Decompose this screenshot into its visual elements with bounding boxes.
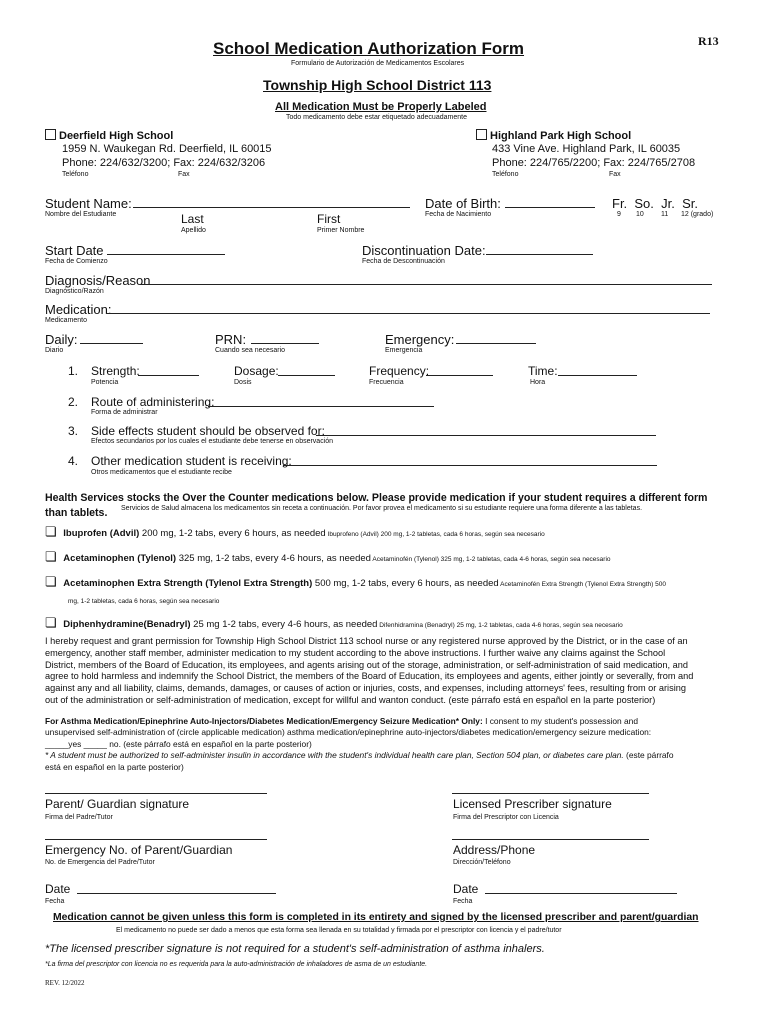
last-name-es: Apellido (181, 227, 206, 234)
side-effects-es: Efectos secundarios por los cuales el estudiante debe tenerse en observación (91, 438, 334, 445)
strength-label: Strength: (91, 364, 140, 378)
side-effects-label: Side effects student should be observed for: (91, 424, 325, 438)
time-es: Hora (530, 379, 546, 386)
checkbox-icon[interactable]: ❏ (45, 549, 57, 564)
frequency-label: Frequency: (369, 364, 430, 378)
item4-number: 4. (68, 454, 79, 468)
emergency-number-label: Emergency No. of Parent/Guardian (45, 843, 233, 857)
form-title-es: Formulario de Autorización de Medicamentos Escolares (291, 60, 465, 67)
diagnosis-label: Diagnosis/Reason (45, 273, 151, 288)
footer-notice: Medication cannot be given unless this form is completed in its entirety and signed by the licensed prescriber and parent/guardian (53, 912, 699, 923)
student-name-es: Nombre del Estudiante (45, 211, 117, 218)
otc-header-es: Servicios de Salud almacena los medicamentos sin receta a continuación. Por favor provea el medicamento si su estudiante requiere una forma diferente a las tabletas. (121, 505, 643, 512)
time-label: Time: (528, 364, 558, 378)
item3-number: 3. (68, 424, 79, 438)
school-highland-park[interactable] (476, 129, 631, 142)
asthma-yes-no[interactable]: _____yes _____ no. (este párrafo está en español en la parte posterior) (45, 738, 312, 749)
other-medication-field[interactable] (283, 465, 657, 466)
school1-phone-es: Teléfono (62, 171, 89, 178)
consent-line: out of the administration or self-administration of medication, except for willful and wanton conduct. (este párrafo está en español en la parte posterior) (45, 694, 656, 705)
checkbox-icon[interactable]: ❏ (45, 615, 57, 630)
footnote: *The licensed prescriber signature is not required for a student's self-administration of asthma inhalers. (45, 943, 545, 955)
parent-date-label: Date (45, 882, 71, 896)
form-code: R13 (698, 34, 719, 48)
dob-label: Date of Birth: (425, 196, 501, 211)
school1-fax-es: Fax (178, 171, 190, 178)
otc-item-acetaminophen-es-cont: mg, 1-2 tabletas, cada 6 horas, según sea necesario (68, 598, 220, 605)
otc-es: Acetaminofén (Tylenol) 325 mg, 1-2 tabletas, cada 4-6 horas, según sea necesario (370, 556, 611, 563)
otc-es: Acetaminofén Extra Strength (Tylenol Extra Strength) 500 (498, 581, 666, 588)
consent-line: against any and all liability, claims, demands, damages, or causes of action or injuries, costs, and expenses, including attorneys' fees, resulting from or arising (45, 683, 686, 693)
otc-item-acetaminophen[interactable] (45, 549, 611, 565)
otc-name: Ibuprofen (Advil) (63, 528, 140, 539)
form-title: School Medication Authorization Form (213, 39, 525, 58)
revision: REV. 12/2022 (45, 979, 85, 987)
disc-date-label: Discontinuation Date: (362, 243, 486, 258)
school2-phone: Phone: 224/765/2200; Fax: 224/765/2708 (492, 157, 696, 169)
prn-field[interactable] (251, 343, 319, 344)
asthma-bold: For Asthma Medication/Epinephrine Auto-Injectors/Diabetes Medication/Emergency Seizure Medication* Only: (45, 716, 483, 726)
prn-label: PRN: (215, 332, 247, 347)
daily-label: Daily: (45, 332, 78, 347)
prescriber-date-field[interactable] (485, 893, 677, 894)
start-date-label: Start Date (45, 243, 104, 258)
grade-10: 10 (636, 211, 644, 218)
otc-dose: 25 mg 1-2 tabs, every 4-6 hours, as needed (190, 619, 378, 630)
prescriber-signature-label: Licensed Prescriber signature (453, 797, 612, 811)
diagnosis-es: Diagnóstico/Razón (45, 288, 104, 295)
asthma-line: unsupervised self-administration of (circle applicable medication) asthma medication/epinephrine auto-injectors/diabetes medication/emergency seizure medication: (45, 727, 652, 738)
footer-notice-es: El medicamento no puede ser dado a menos que esta forma sea llenada en su totalidad y firmada por el prescriptor con licencia y el padre/tutor (116, 927, 562, 934)
prescriber-signature-es: Firma del Prescriptor con Licencia (453, 814, 559, 821)
item1-number: 1. (68, 364, 79, 378)
address-phone-es: Dirección/Teléfono (453, 859, 511, 866)
school1-address: 1959 N. Waukegan Rd. Deerfield, IL 60015 (62, 143, 272, 155)
start-date-es: Fecha de Comienzo (45, 258, 108, 265)
emergency-es: Emergencia (385, 347, 423, 354)
dosage-label: Dosage: (234, 364, 279, 378)
asthma-paragraph (45, 716, 735, 773)
parent-signature-es: Firma del Padre/Tutor (45, 814, 113, 821)
dosage-es: Dosis (234, 379, 252, 386)
frequency-field[interactable] (426, 375, 493, 376)
checkbox-deerfield[interactable] (45, 129, 56, 140)
frequency-es: Frecuencia (369, 379, 404, 386)
student-name-field[interactable] (133, 207, 410, 208)
medication-field[interactable] (106, 313, 710, 314)
asthma-rest: I consent to my student's possession and (482, 716, 638, 726)
grade-11: 11 (661, 211, 669, 218)
prescriber-date-label: Date (453, 882, 479, 896)
otc-name: Acetaminophen Extra Strength (Tylenol Extra Strength) (63, 578, 313, 589)
medication-es: Medicamento (45, 317, 88, 324)
disc-date-es: Fecha de Descontinuación (362, 258, 445, 265)
grade-12: 12 (grado) (681, 211, 714, 218)
otc-item-acetaminophen-es[interactable] (45, 574, 666, 590)
grade-options[interactable]: Fr. So. Jr. Sr. (612, 196, 698, 211)
school1-name: Deerfield High School (59, 130, 174, 142)
strength-field[interactable] (138, 375, 199, 376)
medication-label: Medication: (45, 302, 112, 317)
address-phone-field[interactable] (452, 839, 649, 840)
emergency-number-field[interactable] (45, 839, 267, 840)
last-name-label: Last (181, 212, 204, 226)
other-medication-label: Other medication student is receiving: (91, 454, 292, 468)
footnote-es: *La firma del prescriptor con licencia no es requerida para la auto-administración de inhaladores de asma de un estudiante. (45, 961, 428, 968)
consent-line: emergency, another staff member, administer medication to my student according to the above instructions. I further waive any claims against the School (45, 647, 666, 658)
checkbox-highland-park[interactable] (476, 129, 487, 140)
otc-dose: 500 mg, 1-2 tabs, every 6 hours, as needed (312, 578, 499, 589)
checkbox-icon[interactable]: ❏ (45, 524, 57, 539)
start-date-field[interactable] (107, 254, 225, 255)
dob-field[interactable] (505, 207, 595, 208)
grade-9: 9 (617, 211, 621, 218)
otc-name: Diphenhydramine(Benadryl) (63, 619, 191, 630)
checkbox-icon[interactable]: ❏ (45, 574, 57, 589)
time-field[interactable] (558, 375, 637, 376)
otc-es: Difenhidramina (Benadryl) 25 mg, 1-2 tabletas, cada 4-6 horas, según sea necesario (377, 622, 623, 629)
labeled-notice-es: Todo medicamento debe estar etiquetado adecuadamente (286, 114, 467, 121)
side-effects-field[interactable] (316, 435, 656, 436)
route-es: Forma de administrar (91, 409, 158, 416)
otc-dose: 325 mg, 1-2 tabs, every 4-6 hours, as needed (176, 553, 371, 564)
school2-fax-es: Fax (609, 171, 621, 178)
route-label: Route of administering: (91, 395, 215, 409)
emergency-number-es: No. de Emergencia del Padre/Tutor (45, 859, 155, 866)
school2-address: 433 Vine Ave. Highland Park, IL 60035 (492, 143, 681, 155)
other-medication-es: Otros medicamentos que el estudiante recibe (91, 469, 232, 476)
consent-paragraph (45, 636, 735, 707)
otc-header-2: than tablets. (45, 507, 108, 519)
student-name-label: Student Name: (45, 196, 132, 211)
dob-es: Fecha de Nacimiento (425, 211, 492, 218)
asthma-note-tail: (este párrafo (623, 750, 674, 761)
school2-phone-es: Teléfono (492, 171, 519, 178)
labeled-notice: All Medication Must be Properly Labeled (275, 101, 487, 113)
consent-line: agree to hold harmless and indemnify the School District, the members of the Board of Education, its employees and agents, either jointly or severally, from and (45, 671, 694, 682)
first-name-label: First (317, 212, 341, 226)
district-name: Township High School District 113 (263, 77, 492, 93)
prescriber-signature-field[interactable] (452, 793, 649, 794)
prescriber-date-es: Fecha (453, 898, 473, 905)
otc-es: Ibuprofeno (Advil) 200 mg, 1-2 tabletas, cada 6 horas, según sea necesario (325, 531, 545, 538)
strength-es: Potencia (91, 379, 119, 386)
consent-line: I hereby request and grant permission for Township High School District 113 school nurse or any registered nurse approved by the District, or in the case of an (45, 636, 688, 646)
disc-date-field[interactable] (486, 254, 593, 255)
school-deerfield[interactable] (45, 129, 173, 142)
otc-item-ibuprofen[interactable] (45, 524, 545, 540)
otc-dose: 200 mg, 1-2 tabs, every 6 hours, as needed (139, 528, 326, 539)
address-phone-label: Address/Phone (453, 843, 536, 857)
emergency-field[interactable] (456, 343, 536, 344)
emergency-label: Emergency: (385, 332, 455, 347)
daily-field[interactable] (80, 343, 143, 344)
first-name-es: Primer Nombre (317, 227, 365, 234)
otc-item-diphenhydramine[interactable] (45, 615, 623, 631)
item2-number: 2. (68, 395, 79, 409)
route-field[interactable] (208, 406, 434, 407)
parent-date-es: Fecha (45, 898, 65, 905)
parent-signature-field[interactable] (45, 793, 267, 794)
parent-date-field[interactable] (77, 893, 276, 894)
asthma-note: * A student must be authorized to self-administer insulin in accordance with the student's individual health care plan, Section 504 plan, or diabetes care plan. (45, 750, 624, 761)
school2-name: Highland Park High School (490, 130, 632, 142)
prn-es: Cuando sea necesario (215, 347, 286, 354)
consent-line: District, members of the Board of Education, its employees, and agents arising out of the storage, administration, or self-administration of said medication, and (45, 659, 688, 670)
parent-signature-label: Parent/ Guardian signature (45, 797, 190, 811)
dosage-field[interactable] (278, 375, 335, 376)
otc-name: Acetaminophen (Tylenol) (63, 553, 177, 564)
otc-header: Health Services stocks the Over the Counter medications below. Please provide medication if your student requires a different form (45, 492, 708, 504)
asthma-line: está en español en la parte posterior) (45, 761, 184, 772)
school1-phone: Phone: 224/632/3200; Fax: 224/632/3206 (62, 157, 266, 169)
daily-es: Diario (45, 347, 64, 354)
diagnosis-field[interactable] (140, 284, 712, 285)
